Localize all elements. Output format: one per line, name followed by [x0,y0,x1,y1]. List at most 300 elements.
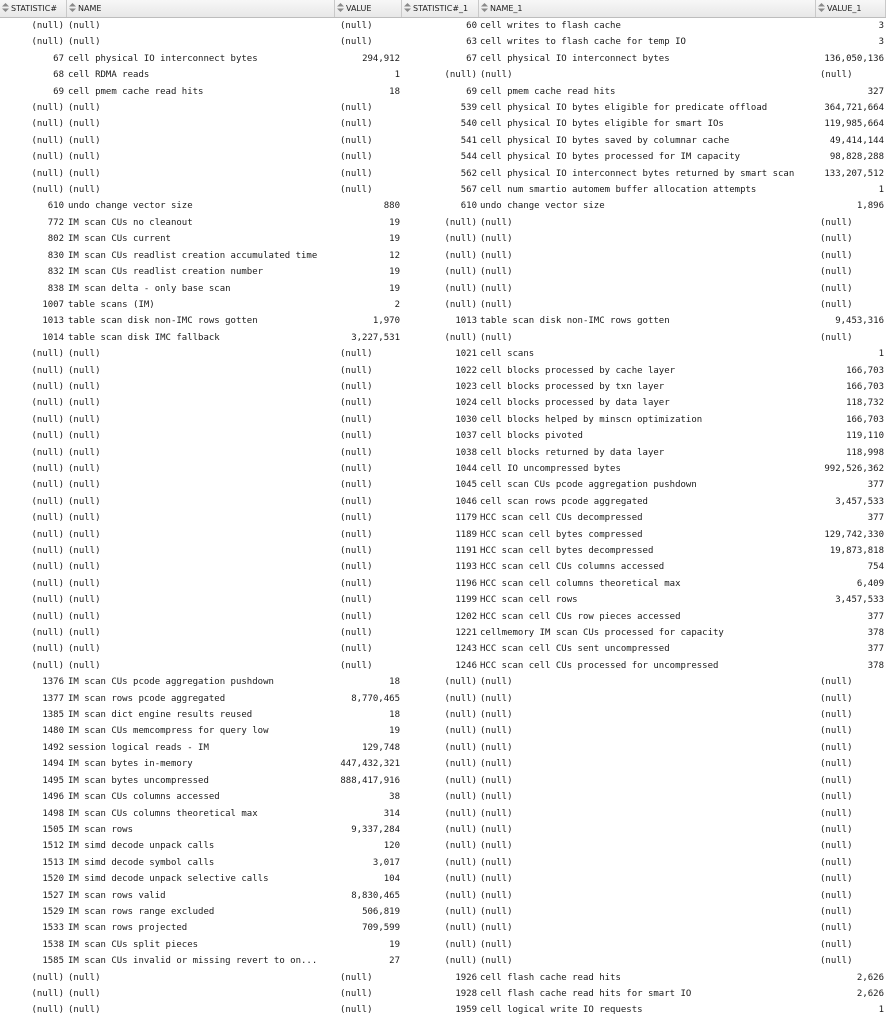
name-cell[interactable]: (null) [68,562,101,573]
table-row[interactable] [0,707,886,723]
value-cell[interactable]: (null) [340,628,373,639]
value-cell[interactable]: 18 [389,677,400,688]
value-cell[interactable]: 120 [383,841,400,852]
name-cell[interactable]: IM scan CUs memcompress for query low [68,726,269,737]
table-row[interactable] [0,133,886,149]
statistic-1-cell[interactable]: 544 [460,152,477,163]
table-row[interactable] [0,592,886,608]
value-cell[interactable]: (null) [340,463,373,474]
name-1-cell[interactable]: table scan disk non-IMC rows gotten [480,316,670,327]
value-cell[interactable]: 880 [383,201,400,212]
table-row[interactable] [0,116,886,132]
value-cell[interactable]: 8,830,465 [351,890,400,901]
value-1-cell[interactable]: 1 [878,349,884,360]
statistic-cell[interactable]: (null) [31,103,64,114]
name-1-cell[interactable]: (null) [480,742,513,753]
statistic-cell[interactable]: 1014 [42,332,64,343]
column-header-name[interactable]: NAME [67,0,335,17]
value-1-cell[interactable]: 3,457,533 [835,595,884,606]
name-1-cell[interactable]: (null) [480,759,513,770]
name-cell[interactable]: (null) [68,185,101,196]
table-row[interactable] [0,215,886,231]
value-cell[interactable]: 709,599 [362,923,400,934]
value-cell[interactable]: 19 [389,217,400,228]
table-row[interactable] [0,100,886,116]
statistic-cell[interactable]: 832 [47,267,64,278]
value-1-cell[interactable]: (null) [820,70,853,81]
table-row[interactable] [0,149,886,165]
name-cell[interactable]: (null) [68,135,101,146]
table-row[interactable] [0,543,886,559]
value-cell[interactable]: 9,337,284 [351,824,400,835]
statistic-1-cell[interactable]: (null) [444,726,477,737]
name-1-cell[interactable]: cell blocks helped by minscn optimization [480,414,703,425]
name-cell[interactable]: IM scan CUs columns theoretical max [68,808,258,819]
statistic-cell[interactable]: 1496 [42,792,64,803]
statistic-1-cell[interactable]: 1193 [455,562,477,573]
value-cell[interactable]: (null) [340,349,373,360]
statistic-cell[interactable]: 1527 [42,890,64,901]
statistic-1-cell[interactable]: (null) [444,217,477,228]
statistic-cell[interactable]: (null) [31,562,64,573]
value-cell[interactable]: 1 [394,70,400,81]
value-cell[interactable]: 27 [389,956,400,967]
statistic-cell[interactable]: 69 [53,86,64,97]
table-row[interactable] [0,182,886,198]
value-cell[interactable]: 506,819 [362,906,400,917]
statistic-1-cell[interactable]: 610 [460,201,477,212]
table-row[interactable] [0,740,886,756]
table-row[interactable] [0,412,886,428]
value-1-cell[interactable]: (null) [820,299,853,310]
table-row[interactable] [0,609,886,625]
statistic-1-cell[interactable]: (null) [444,332,477,343]
name-1-cell[interactable]: HCC scan cell rows [480,595,578,606]
name-1-cell[interactable]: HCC scan cell columns theoretical max [480,578,681,589]
table-row[interactable] [0,888,886,904]
name-cell[interactable]: (null) [68,168,101,179]
name-cell[interactable]: IM scan rows range excluded [68,906,215,917]
name-cell[interactable]: (null) [68,529,101,540]
sort-icon[interactable] [818,3,825,12]
statistic-1-cell[interactable]: (null) [444,283,477,294]
statistic-cell[interactable]: (null) [31,168,64,179]
value-1-cell[interactable]: 377 [867,644,884,655]
statistic-1-cell[interactable]: 1038 [455,447,477,458]
name-1-cell[interactable]: cell blocks returned by data layer [480,447,665,458]
statistic-1-cell[interactable]: (null) [444,956,477,967]
name-cell[interactable]: (null) [68,414,101,425]
name-1-cell[interactable]: cell physical IO bytes eligible for smart IOs [480,119,724,130]
name-1-cell[interactable]: (null) [480,217,513,228]
value-cell[interactable]: (null) [340,152,373,163]
statistic-1-cell[interactable]: 1044 [455,463,477,474]
value-1-cell[interactable]: (null) [820,775,853,786]
table-row[interactable] [0,970,886,986]
name-1-cell[interactable]: (null) [480,906,513,917]
column-header-statistic[interactable]: STATISTIC# [0,0,67,17]
value-cell[interactable]: 19 [389,726,400,737]
statistic-1-cell[interactable]: 1199 [455,595,477,606]
statistic-cell[interactable]: (null) [31,365,64,376]
value-cell[interactable]: (null) [340,972,373,983]
name-cell[interactable]: IM scan rows valid [68,890,166,901]
name-1-cell[interactable]: cell blocks processed by data layer [480,398,670,409]
name-1-cell[interactable]: cell blocks processed by cache layer [480,365,676,376]
table-row[interactable] [0,395,886,411]
statistic-1-cell[interactable]: 1030 [455,414,477,425]
value-1-cell[interactable]: 136,050,136 [824,53,884,64]
value-1-cell[interactable]: (null) [820,332,853,343]
value-1-cell[interactable]: (null) [820,874,853,885]
statistic-cell[interactable]: 1498 [42,808,64,819]
statistic-cell[interactable]: (null) [31,152,64,163]
value-1-cell[interactable]: 3 [878,21,884,31]
value-1-cell[interactable]: (null) [820,217,853,228]
statistic-1-cell[interactable]: (null) [444,693,477,704]
value-cell[interactable]: (null) [340,513,373,524]
name-cell[interactable]: IM scan rows pcode aggregated [68,693,226,704]
statistic-1-cell[interactable]: (null) [444,299,477,310]
name-1-cell[interactable]: cell num smartio automem buffer allocation attempts [480,185,757,196]
table-row[interactable] [0,510,886,526]
name-1-cell[interactable]: (null) [480,234,513,245]
name-1-cell[interactable]: (null) [480,332,513,343]
table-row[interactable] [0,986,886,1002]
name-cell[interactable]: (null) [68,988,101,999]
statistic-1-cell[interactable]: (null) [444,677,477,688]
value-cell[interactable]: (null) [340,447,373,458]
table-row[interactable] [0,166,886,182]
table-row[interactable] [0,838,886,854]
name-1-cell[interactable]: (null) [480,775,513,786]
name-cell[interactable]: (null) [68,546,101,556]
name-cell[interactable]: IM simd decode unpack calls [68,841,215,852]
statistic-cell[interactable]: (null) [31,611,64,622]
name-1-cell[interactable]: (null) [480,808,513,819]
sort-icon[interactable] [69,3,76,12]
table-row[interactable] [0,773,886,789]
value-1-cell[interactable]: 2,626 [856,988,884,999]
table-row[interactable] [0,330,886,346]
name-cell[interactable]: table scans (IM) [68,299,155,310]
value-cell[interactable]: (null) [340,431,373,442]
name-cell[interactable]: cell pmem cache read hits [68,86,204,97]
statistic-1-cell[interactable]: 1013 [455,316,477,327]
table-row[interactable] [0,67,886,83]
statistic-1-cell[interactable]: (null) [444,70,477,81]
value-1-cell[interactable]: 378 [867,628,884,639]
name-cell[interactable]: (null) [68,595,101,606]
statistic-cell[interactable]: 1480 [42,726,64,737]
name-1-cell[interactable]: (null) [480,824,513,835]
statistic-1-cell[interactable]: 1221 [455,628,477,639]
statistic-cell[interactable]: (null) [31,1005,64,1016]
statistic-cell[interactable]: 772 [47,217,64,228]
value-cell[interactable]: (null) [340,21,373,31]
value-1-cell[interactable]: 133,207,512 [824,168,884,179]
statistic-1-cell[interactable]: 1202 [455,611,477,622]
statistic-1-cell[interactable]: 562 [460,168,477,179]
value-1-cell[interactable]: (null) [820,890,853,901]
name-cell[interactable]: IM simd decode symbol calls [68,857,215,868]
statistic-1-cell[interactable]: 1179 [455,513,477,524]
name-cell[interactable]: (null) [68,365,101,376]
table-row[interactable] [0,559,886,575]
table-row[interactable] [0,756,886,772]
statistic-1-cell[interactable]: 1045 [455,480,477,491]
value-cell[interactable]: 12 [389,250,400,261]
column-header-value-1[interactable]: VALUE_1 [816,0,886,17]
table-row[interactable] [0,822,886,838]
statistic-cell[interactable]: (null) [31,513,64,524]
value-1-cell[interactable]: 364,721,664 [824,103,884,114]
table-row[interactable] [0,428,886,444]
statistic-1-cell[interactable]: (null) [444,841,477,852]
value-cell[interactable]: 18 [389,710,400,721]
name-cell[interactable]: table scan disk non-IMC rows gotten [68,316,258,327]
name-1-cell[interactable]: cell scans [480,349,535,360]
value-cell[interactable]: 3,017 [372,857,400,868]
table-row[interactable] [0,363,886,379]
name-1-cell[interactable]: (null) [480,710,513,721]
table-row[interactable] [0,34,886,50]
name-1-cell[interactable]: cell blocks processed by txn layer [480,381,665,392]
statistic-1-cell[interactable]: (null) [444,234,477,245]
name-cell[interactable]: IM scan CUs split pieces [68,939,199,950]
value-1-cell[interactable]: (null) [820,906,853,917]
name-cell[interactable]: IM scan CUs invalid or missing revert to on... [68,956,318,967]
value-cell[interactable]: (null) [340,37,373,48]
value-1-cell[interactable]: 9,453,316 [835,316,884,327]
name-1-cell[interactable]: cell scan CUs pcode aggregation pushdown [480,480,697,491]
name-cell[interactable]: IM scan CUs readlist creation accumulated time [68,250,318,261]
table-row[interactable] [0,625,886,641]
name-cell[interactable]: IM simd decode unpack selective calls [68,874,269,885]
statistic-1-cell[interactable]: 67 [466,53,477,64]
table-row[interactable] [0,445,886,461]
value-cell[interactable]: 314 [383,808,400,819]
value-cell[interactable]: 19 [389,267,400,278]
value-cell[interactable]: (null) [340,988,373,999]
statistic-cell[interactable]: 1520 [42,874,64,885]
sort-icon[interactable] [481,3,488,12]
statistic-cell[interactable]: (null) [31,37,64,48]
name-cell[interactable]: (null) [68,660,101,671]
statistic-cell[interactable]: (null) [31,463,64,474]
statistic-1-cell[interactable]: 1196 [455,578,477,589]
statistic-cell[interactable]: 1494 [42,759,64,770]
name-cell[interactable]: undo change vector size [68,201,193,212]
value-1-cell[interactable]: (null) [820,939,853,950]
value-1-cell[interactable]: (null) [820,710,853,721]
table-row[interactable] [0,1002,886,1018]
name-cell[interactable]: (null) [68,21,101,31]
name-cell[interactable]: IM scan CUs pcode aggregation pushdown [68,677,274,688]
statistic-cell[interactable]: 610 [47,201,64,212]
value-cell[interactable]: 1,970 [372,316,400,327]
value-cell[interactable]: 129,748 [362,742,400,753]
name-1-cell[interactable]: cell flash cache read hits for smart IO [480,988,692,999]
value-1-cell[interactable]: 119,110 [846,431,884,442]
name-1-cell[interactable]: cell blocks pivoted [480,431,583,442]
statistic-1-cell[interactable]: 1046 [455,496,477,507]
value-cell[interactable]: (null) [340,480,373,491]
statistic-1-cell[interactable]: 1243 [455,644,477,655]
table-row[interactable] [0,674,886,690]
name-1-cell[interactable]: (null) [480,267,513,278]
table-row[interactable] [0,346,886,362]
value-1-cell[interactable]: 377 [867,611,884,622]
name-cell[interactable]: (null) [68,972,101,983]
table-row[interactable] [0,806,886,822]
value-cell[interactable]: (null) [340,562,373,573]
value-1-cell[interactable]: 377 [867,480,884,491]
value-1-cell[interactable]: 119,985,664 [824,119,884,130]
statistic-cell[interactable]: 1377 [42,693,64,704]
statistic-cell[interactable]: 1585 [42,956,64,967]
sort-icon[interactable] [337,3,344,12]
value-1-cell[interactable]: 98,828,288 [829,152,884,163]
value-1-cell[interactable]: (null) [820,693,853,704]
column-header-statistic-1[interactable]: STATISTIC#_1 [402,0,479,17]
table-row[interactable] [0,576,886,592]
name-cell[interactable]: IM scan bytes uncompressed [68,775,209,786]
name-cell[interactable]: IM scan CUs columns accessed [68,792,220,803]
statistic-1-cell[interactable]: 1024 [455,398,477,409]
table-row[interactable] [0,494,886,510]
value-cell[interactable]: 8,770,465 [351,693,400,704]
value-1-cell[interactable]: (null) [820,923,853,934]
sort-icon[interactable] [404,3,411,12]
value-cell[interactable]: (null) [340,398,373,409]
statistic-cell[interactable]: 1007 [42,299,64,310]
value-cell[interactable]: 19 [389,939,400,950]
name-cell[interactable]: IM scan dict engine results reused [68,710,253,721]
name-1-cell[interactable]: cell pmem cache read hits [480,86,616,97]
value-cell[interactable]: 447,432,321 [340,759,400,770]
statistic-1-cell[interactable]: (null) [444,939,477,950]
statistic-cell[interactable]: 802 [47,234,64,245]
statistic-1-cell[interactable]: 539 [460,103,477,114]
name-cell[interactable]: (null) [68,447,101,458]
name-cell[interactable]: IM scan delta - only base scan [68,283,231,294]
value-cell[interactable]: 2 [394,299,400,310]
table-row[interactable] [0,461,886,477]
name-cell[interactable]: (null) [68,644,101,655]
statistic-cell[interactable]: (null) [31,529,64,540]
statistic-1-cell[interactable]: (null) [444,906,477,917]
statistic-cell[interactable]: (null) [31,496,64,507]
name-1-cell[interactable]: cell flash cache read hits [480,972,621,983]
name-1-cell[interactable]: cell writes to flash cache [480,21,621,31]
statistic-cell[interactable]: (null) [31,578,64,589]
value-1-cell[interactable]: (null) [820,808,853,819]
statistic-1-cell[interactable]: 1021 [455,349,477,360]
value-1-cell[interactable]: 19,873,818 [829,546,884,556]
name-1-cell[interactable]: (null) [480,841,513,852]
statistic-cell[interactable]: (null) [31,972,64,983]
table-row[interactable] [0,264,886,280]
table-row[interactable] [0,789,886,805]
statistic-1-cell[interactable]: 60 [466,21,477,31]
statistic-cell[interactable]: (null) [31,595,64,606]
statistic-1-cell[interactable]: (null) [444,890,477,901]
value-1-cell[interactable]: (null) [820,283,853,294]
name-cell[interactable]: (null) [68,349,101,360]
name-1-cell[interactable]: (null) [480,890,513,901]
name-1-cell[interactable]: HCC scan cell CUs columns accessed [480,562,665,573]
value-cell[interactable]: 3,227,531 [351,332,400,343]
statistic-cell[interactable]: 68 [53,70,64,81]
name-cell[interactable]: (null) [68,431,101,442]
statistic-1-cell[interactable]: (null) [444,808,477,819]
value-1-cell[interactable]: 992,526,362 [824,463,884,474]
name-cell[interactable]: IM scan CUs readlist creation number [68,267,264,278]
name-1-cell[interactable]: cell IO uncompressed bytes [480,463,621,474]
name-1-cell[interactable]: HCC scan cell bytes decompressed [480,546,654,556]
value-1-cell[interactable]: (null) [820,857,853,868]
statistic-cell[interactable]: (null) [31,628,64,639]
table-row[interactable] [0,920,886,936]
value-1-cell[interactable]: 166,703 [846,365,884,376]
statistic-cell[interactable]: (null) [31,546,64,556]
name-1-cell[interactable]: cell physical IO interconnect bytes returned by smart scan [480,168,795,179]
name-cell[interactable]: (null) [68,513,101,524]
table-row[interactable] [0,855,886,871]
statistic-cell[interactable]: (null) [31,431,64,442]
statistic-1-cell[interactable]: 63 [466,37,477,48]
value-cell[interactable]: (null) [340,660,373,671]
statistic-1-cell[interactable]: 1191 [455,546,477,556]
name-cell[interactable]: session logical reads - IM [68,742,209,753]
value-1-cell[interactable]: 754 [867,562,884,573]
value-1-cell[interactable]: 378 [867,660,884,671]
statistic-1-cell[interactable]: 69 [466,86,477,97]
name-cell[interactable]: (null) [68,103,101,114]
value-1-cell[interactable]: 118,998 [846,447,884,458]
value-cell[interactable]: 19 [389,283,400,294]
statistic-1-cell[interactable]: (null) [444,923,477,934]
name-cell[interactable]: IM scan CUs no cleanout [68,217,193,228]
value-cell[interactable]: (null) [340,595,373,606]
value-1-cell[interactable]: 3,457,533 [835,496,884,507]
name-1-cell[interactable]: cell scan rows pcode aggregated [480,496,648,507]
value-1-cell[interactable]: 1 [878,1005,884,1016]
table-row[interactable] [0,248,886,264]
name-cell[interactable]: (null) [68,496,101,507]
column-header-name-1[interactable]: NAME_1 [479,0,816,17]
statistic-cell[interactable]: 838 [47,283,64,294]
name-1-cell[interactable]: HCC scan cell CUs decompressed [480,513,643,524]
name-1-cell[interactable]: cell physical IO bytes processed for IM capacity [480,152,741,163]
name-1-cell[interactable]: (null) [480,956,513,967]
table-row[interactable] [0,658,886,674]
name-1-cell[interactable]: cell writes to flash cache for temp IO [480,37,686,48]
table-row[interactable] [0,904,886,920]
statistic-cell[interactable]: (null) [31,660,64,671]
name-1-cell[interactable]: (null) [480,250,513,261]
name-1-cell[interactable]: (null) [480,283,513,294]
statistic-cell[interactable]: 1495 [42,775,64,786]
statistic-cell[interactable]: 1533 [42,923,64,934]
name-1-cell[interactable]: cell physical IO bytes saved by columnar cache [480,135,730,146]
value-1-cell[interactable]: (null) [820,726,853,737]
value-cell[interactable]: (null) [340,381,373,392]
name-cell[interactable]: (null) [68,152,101,163]
name-cell[interactable]: table scan disk IMC fallback [68,332,220,343]
value-1-cell[interactable]: 1,896 [856,201,884,212]
